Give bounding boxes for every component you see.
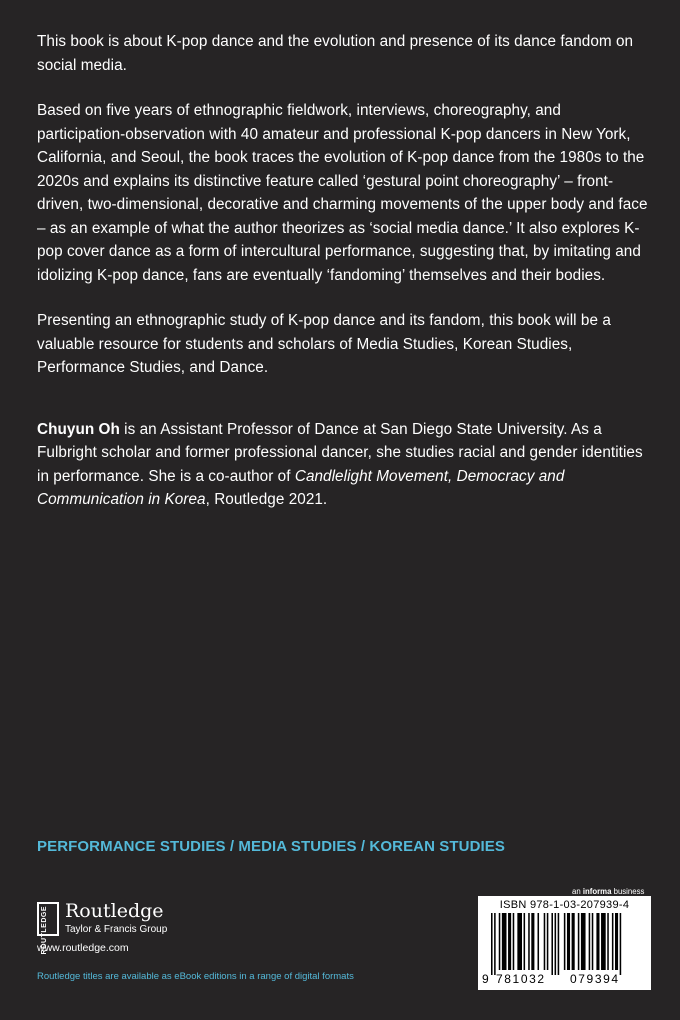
informa-brand: informa (582, 887, 612, 896)
barcode-bar (578, 913, 580, 970)
barcode-bar (564, 913, 566, 970)
barcode-bar (528, 913, 530, 970)
informa-prefix: an (572, 887, 583, 896)
barcode-bar (589, 913, 591, 970)
barcode-left-digits: 781032 (496, 972, 546, 986)
author-bio-text-b: , Routledge 2021. (205, 491, 328, 508)
barcode-bar (502, 913, 507, 970)
routledge-mark-text: ROUTLEDGE (41, 906, 48, 955)
barcode-bar (592, 913, 594, 970)
barcode-bar (551, 913, 553, 975)
routledge-mark-icon (37, 902, 59, 955)
blurb-paragraph-audience: Presenting an ethnographic study of K-pop dance and its fandom, this book will be a valuable resource for students and scholars of Media Studies, Korean Studies, Performance Studies, and Dance. (37, 312, 611, 376)
barcode-bar (615, 913, 618, 970)
barcode-bar (538, 913, 540, 970)
author-bio (37, 418, 649, 512)
barcode-bar (567, 913, 570, 970)
barcode-bar (596, 913, 599, 970)
barcode-bar (508, 913, 511, 970)
informa-business-label (572, 887, 644, 896)
barcode-first-digit: 9 (482, 972, 489, 986)
barcode-bar (555, 913, 557, 975)
back-cover-blurb (37, 30, 649, 534)
barcode-bar (612, 913, 614, 970)
barcode-right-digits: 079394 (570, 972, 620, 986)
barcode-bar (494, 913, 496, 975)
barcode-bar (531, 913, 534, 970)
barcode-bar (601, 913, 606, 970)
barcode-bar (524, 913, 526, 970)
isbn-barcode (478, 896, 651, 990)
publisher-group: Taylor & Francis Group (65, 924, 168, 935)
isbn-number: ISBN 978-1-03-207939-4 (499, 899, 630, 911)
publisher-website: www.routledge.com (37, 942, 129, 954)
author-name: Chuyun Oh (37, 420, 120, 438)
barcode-bars (489, 913, 641, 975)
barcode-bar (499, 913, 501, 970)
blurb-paragraph-method: Based on five years of ethnographic fieldwork, interviews, choreography, and participation-observation with 40 amateur and professional K-pop dancers in New York, California, and Seoul, the book traces the evolution of K-pop dance from the 1980s to the 2020s and explains its distinctive feature called ‘gestural point choreography’ – front-driven, two-dimensional, decorative and charming movements of the upper body and face – as an example of what the author theorizes as ‘social media dance.’ It also explores K-pop cover dance as a form of intercultural performance, suggesting that, by imitating and idolizing K-pop dance, fans are eventually ‘fandoming’ themselves and their bodies. (37, 102, 648, 284)
publisher-name: Routledge (65, 900, 164, 922)
barcode-bar (513, 913, 515, 970)
barcode-bar (544, 913, 546, 970)
informa-suffix: business (611, 887, 645, 896)
blurb-paragraph-intro: This book is about K-pop dance and the evolution and presence of its dance fandom on social media. (37, 33, 634, 74)
barcode-bar (558, 913, 560, 975)
barcode-bar (547, 913, 549, 970)
subject-categories: PERFORMANCE STUDIES / MEDIA STUDIES / KOREAN STUDIES (37, 838, 506, 855)
barcode-bar (620, 913, 622, 975)
barcode-bar (581, 913, 586, 970)
barcode-bar (607, 913, 609, 970)
author-bio-text-a: is an Assistant Professor of Dance at San Diego State University. As a Fulbright scholar and former professional dancer, she studies racial and gender identities in performance. She is a co-author of (37, 420, 643, 485)
coauthored-book-title: Candlelight Movement, Democracy and Communication in Korea (37, 467, 565, 508)
barcode-bar (572, 913, 575, 970)
barcode-bar (491, 913, 493, 975)
barcode-bar (517, 913, 522, 970)
ebook-availability-note: Routledge titles are available as eBook editions in a range of digital formats (37, 971, 354, 982)
